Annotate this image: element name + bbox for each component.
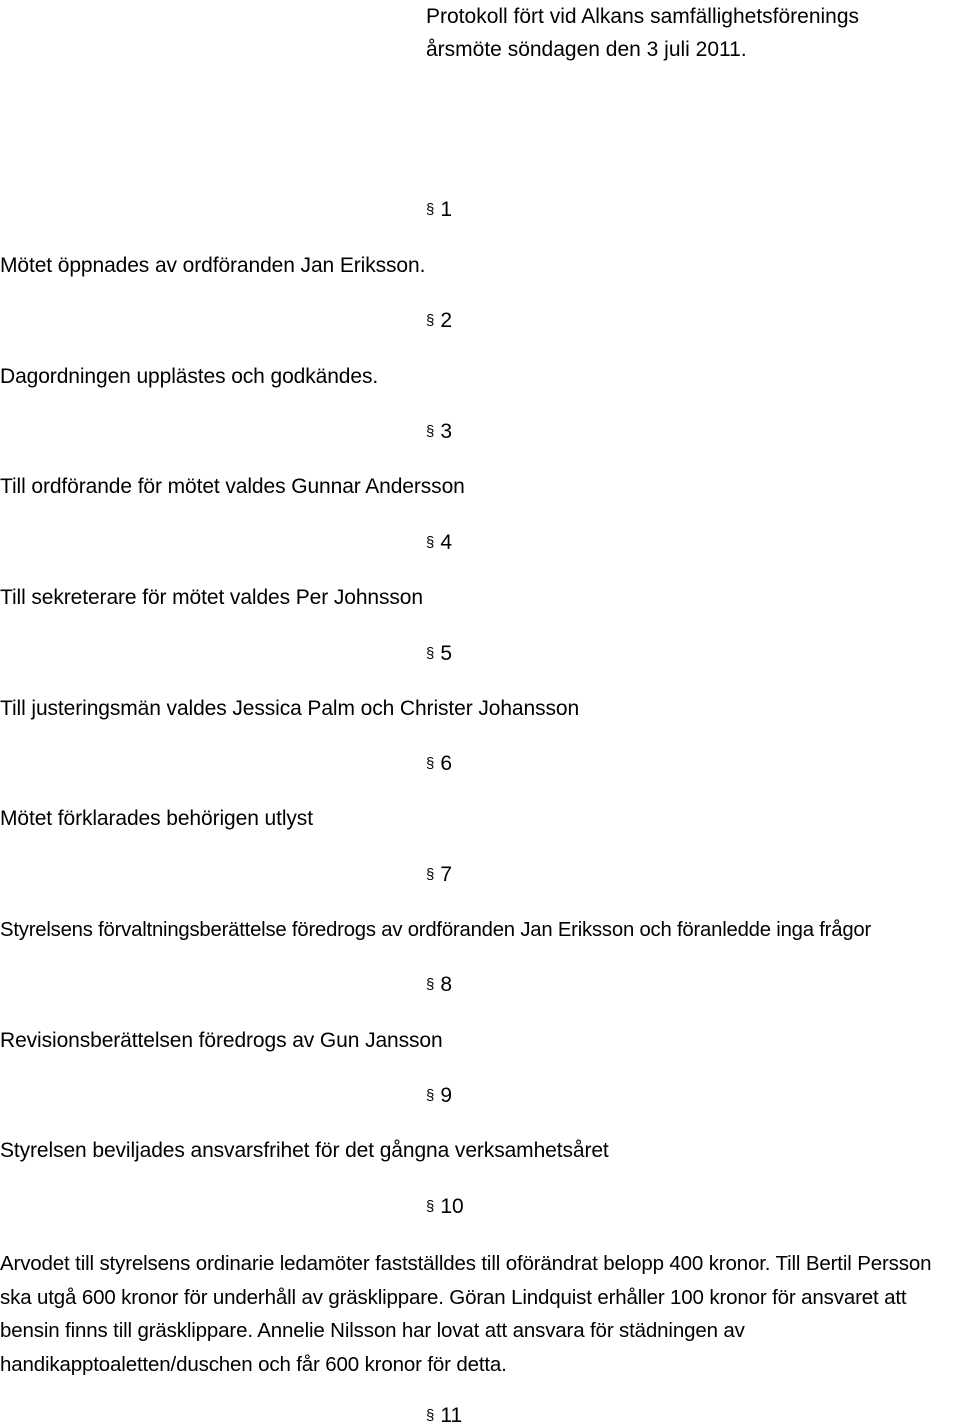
title-line-1: Protokoll fört vid Alkans samfällighetsförenings [426, 5, 860, 28]
title-line-2: årsmöte söndagen den 3 juli 2011. [426, 38, 747, 61]
section-number: 2 [440, 309, 453, 332]
section-number: 8 [440, 973, 453, 996]
section-text-4: Till sekreterare för mötet valdes Per Johnsson [0, 586, 423, 609]
section-heading-10 [426, 1195, 464, 1219]
section-heading-2 [426, 309, 452, 333]
section-symbol: § [426, 755, 435, 772]
section-heading-8 [426, 973, 452, 997]
section-text-2: Dagordningen upplästes och godkändes. [0, 365, 379, 388]
section-symbol: § [426, 866, 435, 883]
section-number: 3 [440, 420, 453, 443]
section-number: 5 [440, 642, 453, 665]
section-symbol: § [426, 201, 435, 218]
section-heading-6 [426, 752, 452, 776]
section-symbol: § [426, 312, 435, 329]
section-heading-5 [426, 642, 452, 666]
section-symbol: § [426, 534, 435, 551]
section-text-3: Till ordförande för mötet valdes Gunnar Andersson [0, 475, 465, 498]
section-heading-3 [426, 420, 452, 444]
section-symbol: § [426, 976, 435, 993]
section-text-6: Mötet förklarades behörigen utlyst [0, 807, 313, 830]
section-number: 7 [440, 863, 453, 886]
section-symbol: § [426, 1087, 435, 1104]
section-heading-4 [426, 531, 452, 555]
section-number: 1 [440, 198, 453, 221]
section-text-9: Styrelsen beviljades ansvarsfrihet för det gångna verksamhetsåret [0, 1139, 609, 1162]
section-text-5: Till justeringsmän valdes Jessica Palm och Christer Johansson [0, 697, 580, 720]
section-number: 9 [440, 1084, 453, 1107]
section-text-7: Styrelsens förvaltningsberättelse föredrogs av ordföranden Jan Eriksson och föranledde inga frågor [0, 919, 872, 941]
section-heading-1 [426, 198, 452, 222]
section-symbol: § [426, 423, 435, 440]
section-text-8: Revisionsberättelsen föredrogs av Gun Jansson [0, 1029, 443, 1052]
section-number: 6 [440, 752, 453, 775]
section-heading-7 [426, 863, 452, 887]
section-text-1: Mötet öppnades av ordföranden Jan Eriksson. [0, 254, 426, 277]
document-title [426, 0, 859, 66]
section-symbol: § [426, 1407, 435, 1424]
section-symbol: § [426, 1198, 435, 1215]
section-number: 11 [440, 1404, 463, 1427]
section-symbol: § [426, 645, 435, 662]
section-heading-9 [426, 1084, 452, 1108]
section-number: 4 [440, 531, 453, 554]
section-text-10: Arvodet till styrelsens ordinarie ledamöter fastställdes till oförändrat belopp 400 kronor. Till Bertil Persson ska utgå 600 kronor för underhåll av gräsklippare. Göran Lindquist erhåller 100 kronor för ansvaret att bensin finns till gräsklippare. Annelie Nilsson har lovat att ansvara för städningen av handikapptoaletten/duschen och får 600 kronor för detta. [0, 1252, 932, 1376]
section-number: 10 [440, 1195, 464, 1218]
section-heading-11 [426, 1404, 462, 1428]
